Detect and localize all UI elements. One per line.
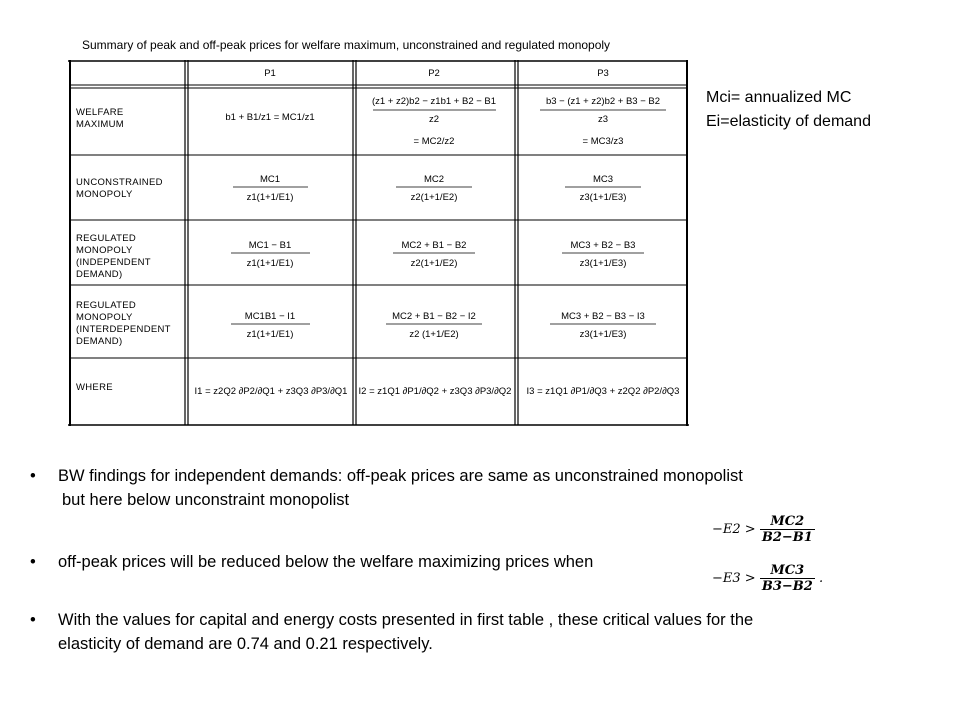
cell-reg-inter-p2-den: z2 (1+1/E2) [409,329,459,340]
notes [706,86,871,134]
cell-unconstrained-p1-den: z1(1+1/E1) [246,192,294,203]
cell-reg-ind-p2-num: MC2 + B1 − B2 [401,240,467,251]
table-caption: Summary of peak and off-peak prices for welfare maximum, unconstrained and regulated monopoly [82,38,611,52]
row-label-line: REGULATED [76,233,137,244]
cell-where-p2: I2 = z1Q1 ∂P1/∂Q2 + z3Q3 ∂P3/∂Q2 [358,386,512,397]
cell-welfare-p1: b1 + B1/z1 = MC1/z1 [225,112,315,123]
inequality-e2-lhs: −E2 > [712,522,756,537]
col-header-p1: P1 [264,68,276,79]
row-label-line: (INDEPENDENT [76,257,151,268]
col-header-p2: P2 [428,68,440,79]
cell-reg-ind-p2-den: z2(1+1/E2) [410,258,458,269]
inequality-e3-lhs: −E3 > [712,571,756,586]
inequality-e3-num: MC3 [760,563,815,579]
cell-where-p3: I3 = z1Q1 ∂P1/∂Q3 + z2Q2 ∂P2/∂Q3 [526,386,680,397]
row-label-line: REGULATED [76,300,137,311]
cell-unconstrained-p3-den: z3(1+1/E3) [579,192,627,203]
cell-where-p1: I1 = z2Q2 ∂P2/∂Q1 + z3Q3 ∂P3/∂Q1 [194,386,348,397]
cell-unconstrained-p3-num: MC3 [592,174,614,185]
bullet-text: off-peak prices will be reduced below the welfare maximizing prices when [58,553,594,571]
row-label-line: UNCONSTRAINED [76,177,163,188]
cell-reg-ind-p1-num: MC1 − B1 [248,240,292,251]
bullet-text: elasticity of demand are 0.74 and 0.21 respectively. [58,635,433,653]
cell-welfare-p2-den: z2 [428,114,440,125]
inequality-e3-tail: . [818,571,824,586]
row-label-line: MAXIMUM [76,119,125,130]
cell-reg-inter-p3-den: z3(1+1/E3) [579,329,627,340]
cell-welfare-p3-num: b3 − (z1 + z2)b2 + B3 − B2 [545,96,661,107]
inequality-e2-fraction [760,514,815,545]
row-label-line: MONOPOLY [76,312,133,323]
row-label-line: DEMAND) [76,336,123,347]
cell-reg-inter-p3-num: MC3 + B2 − B3 − I3 [561,311,645,322]
bullet-dot: • [30,553,36,571]
cell-reg-ind-p3-den: z3(1+1/E3) [579,258,627,269]
cell-welfare-p2-eq: = MC2/z2 [413,136,455,147]
bullet-text: BW findings for independent demands: off-peak prices are same as unconstrained monopolist [58,467,743,485]
row-label-line: MONOPOLY [76,245,133,256]
cell-welfare-p3-eq: = MC3/z3 [582,136,624,147]
row-label-line: WELFARE [76,107,124,118]
cell-reg-inter-p2-num: MC2 + B1 − B2 − I2 [392,311,476,322]
cell-reg-ind-p3-num: MC3 + B2 − B3 [570,240,636,251]
inequality-e3-den: B3−B2 [761,579,813,594]
cell-reg-ind-p1-den: z1(1+1/E1) [246,258,294,269]
row-label-line: MONOPOLY [76,189,133,200]
inequality-e2-den: B2−B1 [761,530,813,545]
cell-unconstrained-p1-num: MC1 [259,174,281,185]
row-label-line: WHERE [76,382,113,393]
col-header-p3: P3 [597,68,609,79]
bullet-text: With the values for capital and energy costs presented in first table , these critical values for the [58,611,754,629]
cell-reg-inter-p1-den: z1(1+1/E1) [246,329,294,340]
cell-unconstrained-p2-num: MC2 [423,174,445,185]
note-elasticity: Ei=elasticity of demand [706,113,871,130]
row-label-line: DEMAND) [76,269,123,280]
bullet-text: but here below unconstraint monopolist [62,491,350,509]
price-summary-table [68,60,689,426]
cell-reg-inter-p1-num: MC1B1 − I1 [244,311,296,322]
cell-unconstrained-p2-den: z2(1+1/E2) [410,192,458,203]
bullet-dot: • [30,611,36,629]
inequality-e2-num: MC2 [760,514,815,530]
bullet-dot: • [30,467,36,485]
cell-welfare-p2-num: (z1 + z2)b2 − z1b1 + B2 − B1 [371,96,497,107]
note-mc: Mci= annualized MC [706,89,852,106]
inequality-e2 [712,514,815,545]
row-label-line: (INTERDEPENDENT [76,324,171,335]
cell-welfare-p3-den: z3 [597,114,609,125]
